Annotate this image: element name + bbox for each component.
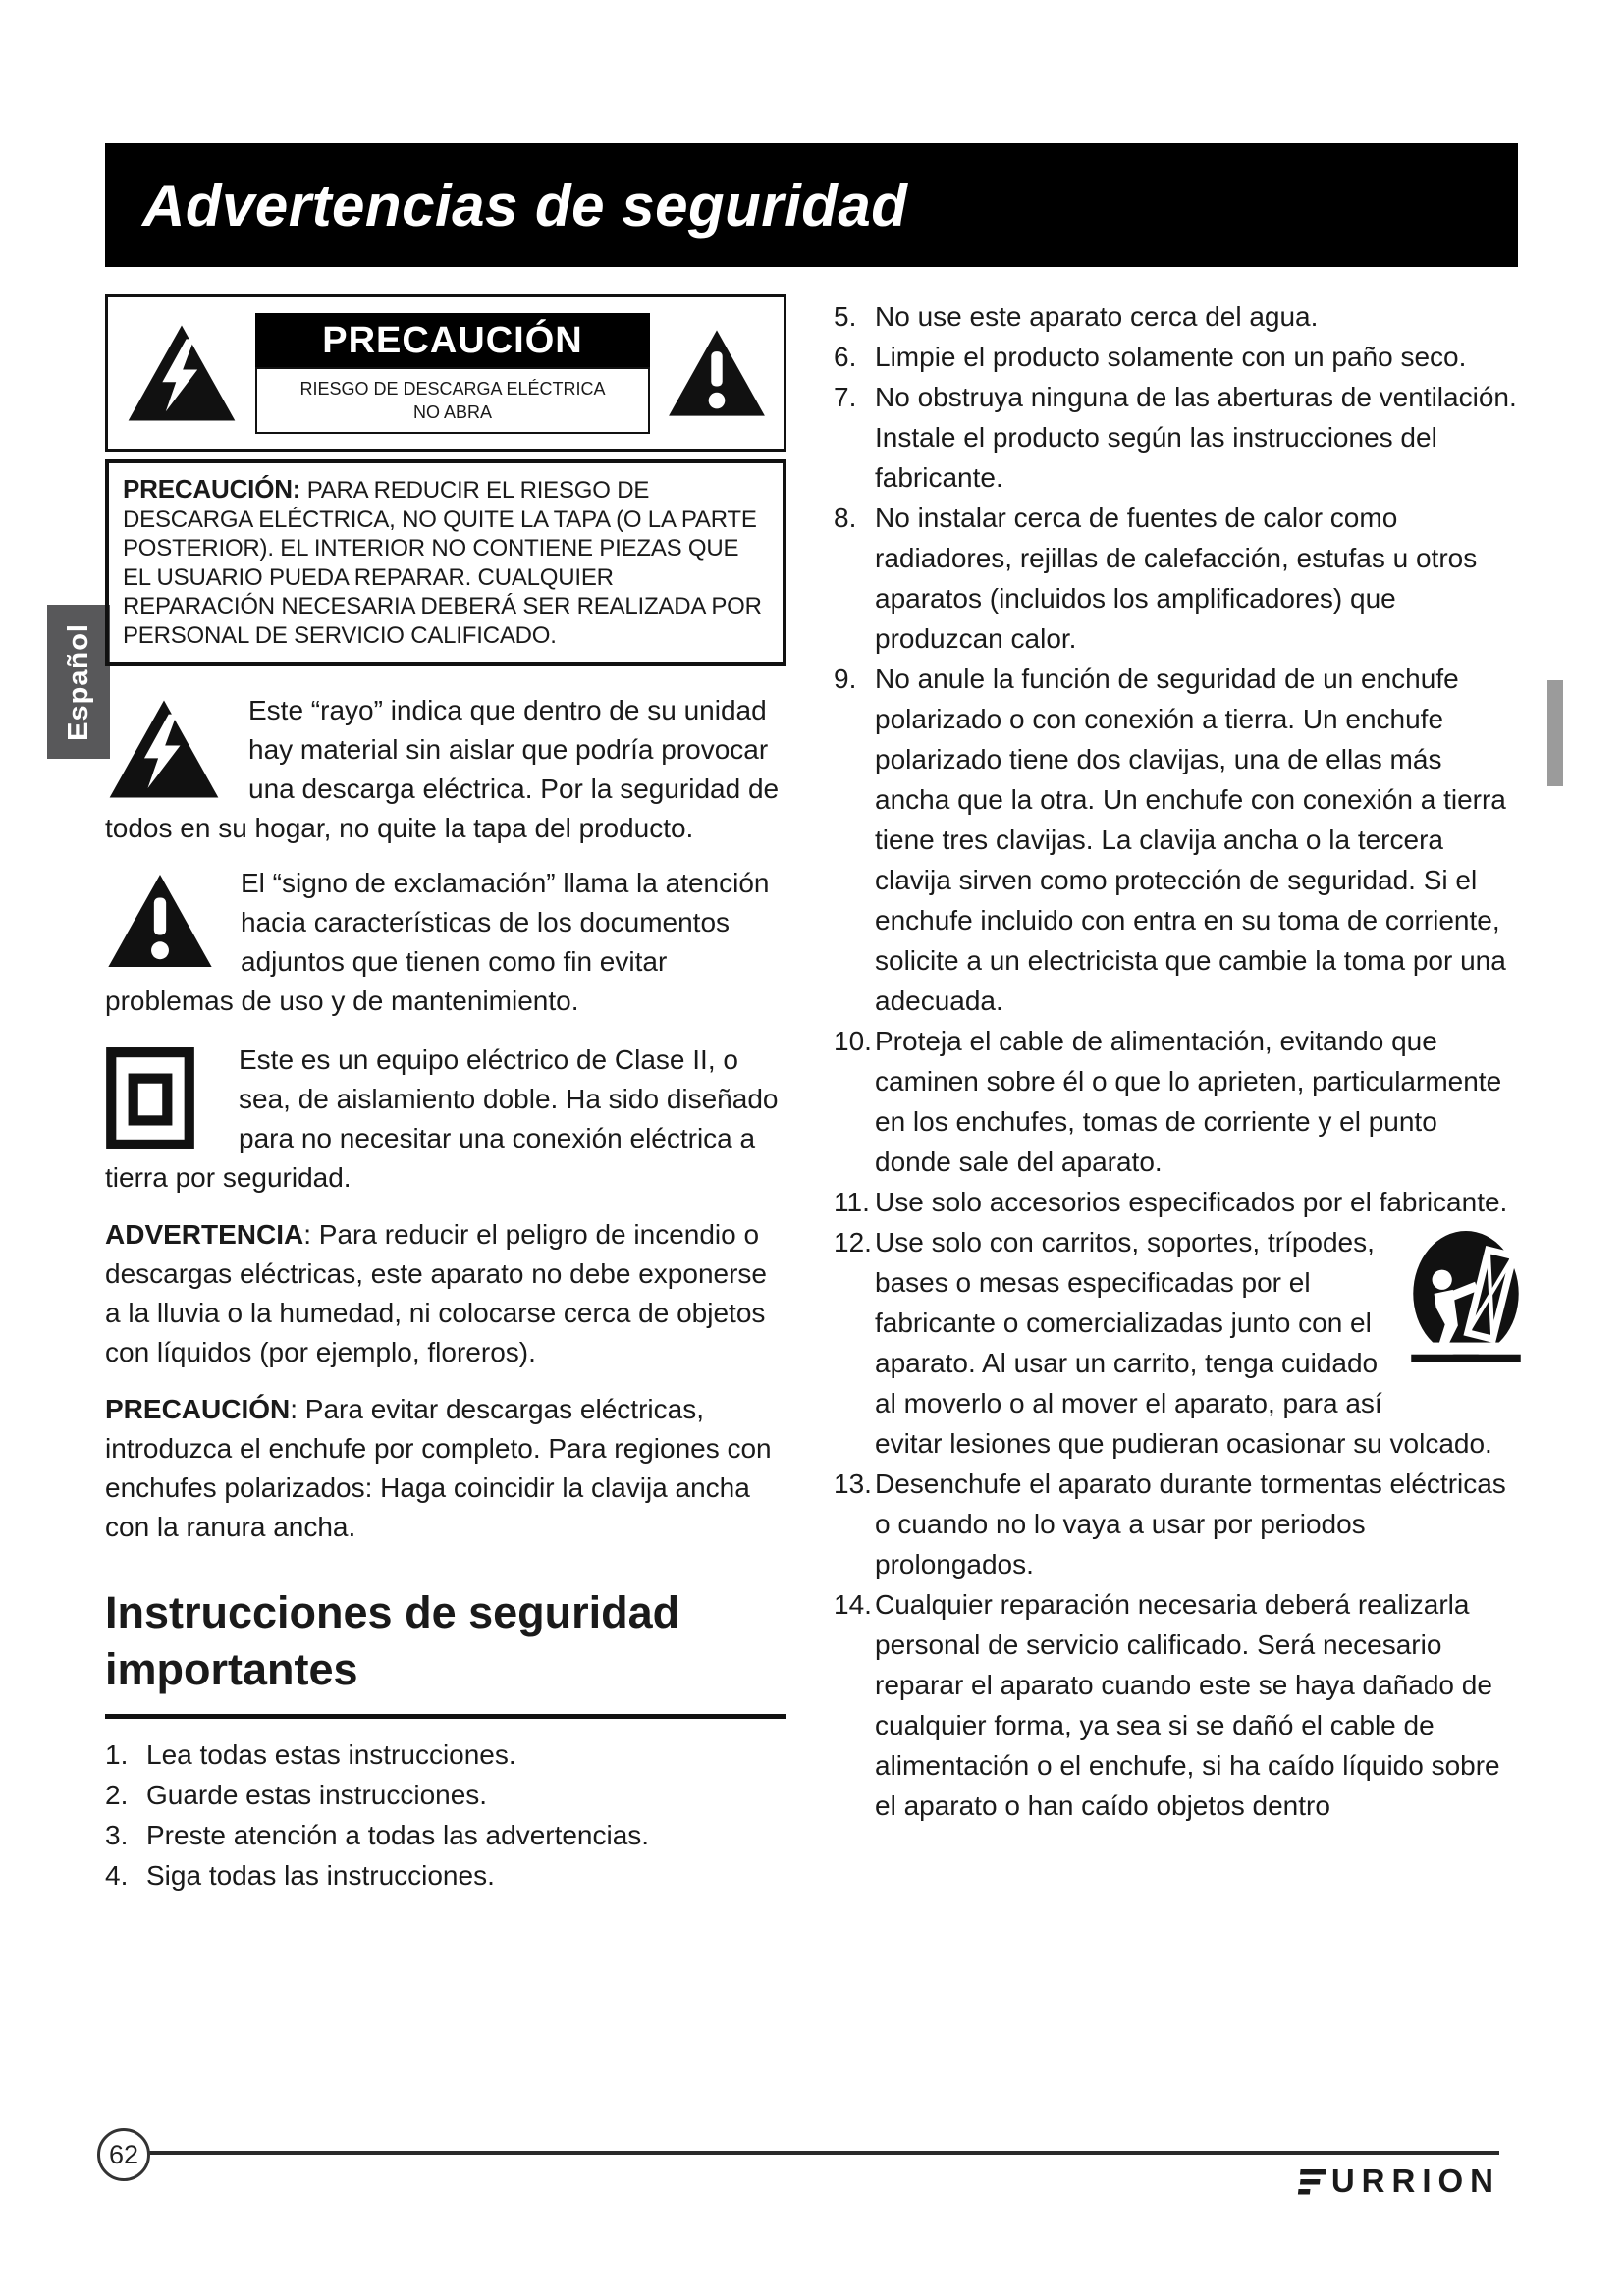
furrion-logo <box>1297 2163 1500 2200</box>
page-edge-marker <box>1547 680 1563 786</box>
item-number: 9. <box>834 664 857 694</box>
item-number: 1. <box>105 1739 129 1770</box>
item-text: No use este aparato cerca del agua. <box>875 301 1319 332</box>
furrion-wordmark: URRION <box>1330 2163 1500 2199</box>
list-item <box>834 1584 1521 1826</box>
list-item <box>834 1222 1521 1464</box>
item-number: 11. <box>834 1187 870 1217</box>
high-voltage-note <box>105 691 786 848</box>
item-number: 2. <box>105 1780 129 1810</box>
high-voltage-note-text: Este “rayo” indica que dentro de su unidad hay material sin aislar que podría provocar una descarga eléctrica. Por la seguridad de todos en su hogar, no quite la tapa del producto. <box>105 695 780 843</box>
item-text: Guarde estas instrucciones. <box>146 1780 488 1810</box>
warning-lead: ADVERTENCIA <box>105 1219 304 1250</box>
exclamation-note-text: El “signo de exclamación” llama la atención hacia características de los documentos adjuntos que tienen como fin evitar problemas de uso y de mantenimiento. <box>105 868 770 1016</box>
list-item <box>834 296 1521 337</box>
exclamation-triangle-icon <box>105 870 215 972</box>
item-number: 7. <box>834 382 857 412</box>
page-title: Advertencias de seguridad <box>142 172 908 239</box>
item-text: Proteja el cable de alimentación, evitando que caminen sobre él o que lo aprieten, particularmente en los enchufes, tomas de corriente y el punto donde sale del aparato. <box>875 1026 1502 1177</box>
exclamation-triangle-icon <box>666 322 768 424</box>
caution-body-text: PARA REDUCIR EL RIESGO DE DESCARGA ELÉCTRICA, NO QUITE LA TAPA (O LA PARTE POSTERIOR). EL INTERIOR NO CONTIENE PIEZAS QUE EL USUARIO PUEDA REPARAR. CUALQUIER REPARACIÓN NECESARIA DEBERÁ SER REALIZADA POR PERSONAL DE SERVICIO CALIFICADO. <box>123 477 762 649</box>
item-text: Use solo con carritos, soportes, trípodes, bases o mesas especificadas por el fabricante o comercializadas junto con el aparato. Al usar un carrito, tenga cuidado al moverlo o al mover el aparato, para así evitar lesiones que pudieran ocasionar su volcado. <box>875 1227 1492 1459</box>
exclamation-note <box>105 864 786 1021</box>
caution-risk-line2: NO ABRA <box>412 401 493 422</box>
item-number: 12. <box>834 1227 872 1257</box>
header-bar <box>105 143 1518 267</box>
furrion-f-glyph-icon <box>1297 2165 1326 2197</box>
page-number: 62 <box>108 2139 139 2169</box>
list-item <box>834 498 1521 659</box>
class2-note-text: Este es un equipo eléctrico de Clase II, o sea, de aislamiento doble. Ha sido diseñado para no necesitar una conexión eléctrica a tierra por seguridad. <box>105 1044 779 1193</box>
footer-rule <box>147 2151 1499 2155</box>
item-text: Desenchufe el aparato durante tormentas eléctricas o cuando no lo vaya a usar por periodos prolongados. <box>875 1468 1506 1579</box>
item-text: Preste atención a todas las advertencias. <box>146 1820 650 1850</box>
caution-text: : Para evitar descargas eléctricas, introduzca el enchufe por completo. Para regiones con enchufes polarizados: Haga coincidir la clavija ancha con la ranura ancha. <box>105 1394 772 1542</box>
list-item <box>834 377 1521 498</box>
list-item <box>834 337 1521 377</box>
warning-text: : Para reducir el peligro de incendio o descargas eléctricas, este aparato no debe exponerse a la lluvia o la humedad, ni colocarse cerca de objetos con líquidos (por ejemplo, floreros). <box>105 1219 767 1367</box>
caution-risk-text <box>255 367 650 434</box>
class2-note <box>105 1041 786 1198</box>
page-number-badge <box>97 2128 150 2181</box>
item-number: 10. <box>834 1026 872 1056</box>
double-insulation-class2-icon <box>105 1046 195 1150</box>
section-heading: Instrucciones de seguridad importantes <box>105 1587 680 1694</box>
section-rule <box>105 1714 786 1719</box>
high-voltage-triangle-icon <box>105 697 223 801</box>
list-item <box>834 1021 1521 1182</box>
item-text: Limpie el producto solamente con un paño seco. <box>875 342 1467 372</box>
item-text: Siga todas las instrucciones. <box>146 1860 495 1891</box>
list-item <box>105 1855 786 1896</box>
list-item <box>105 1815 786 1855</box>
item-text: No instalar cerca de fuentes de calor como radiadores, rejillas de calefacción, estufas u otros aparatos (incluidos los amplificadores) que produzcan calor. <box>875 503 1478 654</box>
list-item <box>834 1464 1521 1584</box>
caution-lead: PRECAUCIÓN <box>105 1394 291 1424</box>
item-text: No obstruya ninguna de las aberturas de ventilación. Instale el producto según las instrucciones del fabricante. <box>875 382 1517 493</box>
caution-body <box>105 459 786 666</box>
item-text: Lea todas estas instrucciones. <box>146 1739 516 1770</box>
language-tab <box>47 605 110 759</box>
item-number: 6. <box>834 342 857 372</box>
instructions-list-left <box>105 1735 786 1896</box>
high-voltage-triangle-icon <box>124 322 240 424</box>
item-text: Use solo accesorios especificados por el fabricante. <box>875 1187 1508 1217</box>
caution-box <box>105 294 786 452</box>
list-item <box>105 1775 786 1815</box>
item-number: 8. <box>834 503 857 533</box>
caution-body-lead: PRECAUCIÓN: <box>123 474 301 504</box>
left-column <box>105 294 786 1896</box>
caution-box-center <box>255 313 650 434</box>
language-tab-label: Español <box>62 622 94 741</box>
caution-banner: PRECAUCIÓN <box>255 313 650 367</box>
item-number: 4. <box>105 1860 129 1891</box>
warning-paragraph <box>105 1215 786 1372</box>
item-number: 14. <box>834 1589 872 1620</box>
list-item <box>834 659 1521 1021</box>
cart-tip-over-warning-icon <box>1411 1228 1521 1375</box>
caution-paragraph <box>105 1390 786 1547</box>
item-text: No anule la función de seguridad de un enchufe polarizado o con conexión a tierra. Un enchufe polarizado tiene dos clavijas, una de ellas más ancha que la otra. Un enchufe con conexión a tierra tiene tres clavijas. La clavija ancha o la tercera clavija sirven como protección de seguridad. Si el enchufe incluido con entra en su toma de corriente, solicite a un electricista que cambie la toma por una adecuada. <box>875 664 1506 1016</box>
item-number: 13. <box>834 1468 872 1499</box>
right-column <box>834 296 1521 1826</box>
item-number: 3. <box>105 1820 129 1850</box>
list-item <box>834 1182 1521 1222</box>
item-number: 5. <box>834 301 857 332</box>
list-item <box>105 1735 786 1775</box>
caution-risk-line1: RIESGO DE DESCARGA ELÉCTRICA <box>299 378 606 399</box>
item-text: Cualquier reparación necesaria deberá realizarla personal de servicio calificado. Será necesario reparar el aparato cuando este se haya dañado de cualquier forma, ya sea si se dañó el cable de alimentación o el enchufe, si ha caído líquido sobre el aparato o han caído objetos dentro <box>875 1589 1500 1821</box>
